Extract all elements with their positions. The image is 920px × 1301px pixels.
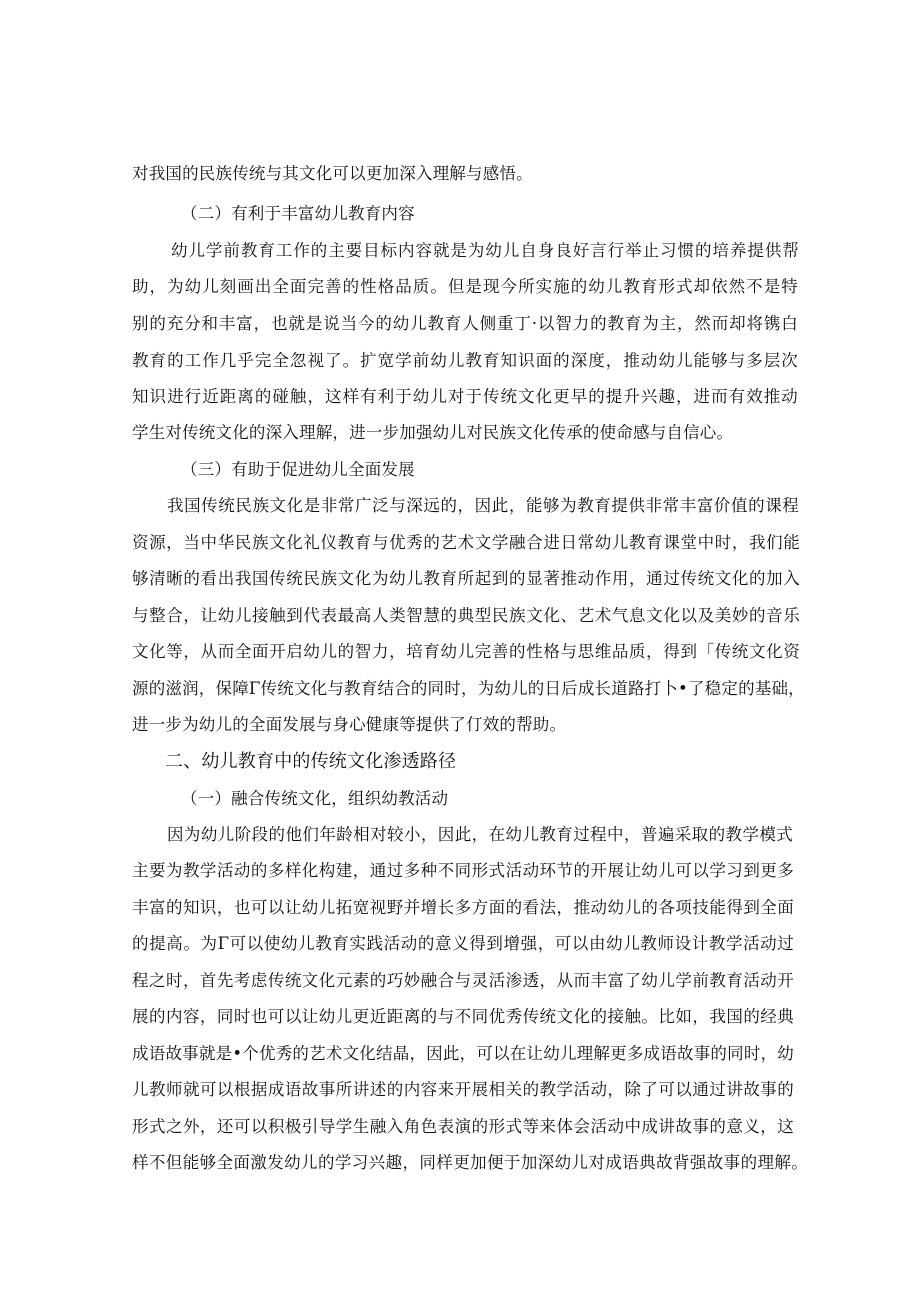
text-line: 知识进行近距离的碰触，这样有利于幼儿对于传统文化更早的提升兴趣，进而有效推动 <box>132 387 798 406</box>
text-line: 幼儿学前教育工作的主要目标内容就是为幼儿自身良好言行举止习惯的培养提供帮 <box>171 241 799 260</box>
text-line: 进一步为幼儿的全面发展与身心健康等提供了仃效的帮助。 <box>132 715 567 734</box>
text-line: 程之时，首先考虑传统文化元素的巧妙融合与灵活渗透，从而丰富了幼儿学前教育活动开 <box>132 971 794 990</box>
text-line: 的提高。为Γ可以使幼儿教育实践活动的意义得到增强，可以由幼儿教师设计教学活动过 <box>132 934 794 953</box>
subsection-heading: （三）有助于促进幼儿全面发展 <box>181 460 415 479</box>
text-line: 对我国的民族传统与其文化可以更加深入理解与感悟。 <box>132 164 533 183</box>
text-line: 别的充分和丰富，也就是说当今的幼儿教育人侧重丁·以智力的教育为主，然而却将镌白 <box>132 314 798 333</box>
text-line: 教育的工作几乎完全忽视了。扩宽学前幼儿教育知识面的深度，推动幼儿能够与多层次 <box>132 351 798 370</box>
subsection-heading: （一）融合传统文化，组织幼教活动 <box>181 789 449 808</box>
section-heading: 二、幼儿教育中的传统文化渗透路径 <box>165 751 457 772</box>
text-line: 丰富的知识，也可以让幼儿拓宽视野并增长多方面的看法，推动幼儿的各项技能得到全面 <box>132 898 794 917</box>
text-line: 展的内容，同时也可以让幼儿更近距离的与不同优秀传统文化的接触。比如，我国的经典 <box>132 1007 794 1026</box>
text-line: 学生对传统文化的深入理解，进一步加强幼儿对民族文化传承的使命感与自信心。 <box>132 423 734 442</box>
text-line: 与整合，让幼儿接触到代表最高人类智慧的典型民族文化、艺术气息文化以及美妙的音乐 <box>132 606 800 625</box>
subsection-heading: （二）有利于丰富幼儿教育内容 <box>181 204 415 223</box>
text-line: 源的滋润，保障Γ传统文化与教育结合的同时，为幼儿的日后成长道路打卜•了稳定的基础， <box>132 679 805 698</box>
text-line: 助，为幼儿刻画出全面完善的性格品质。但是现今所实施的幼儿教育形式却依然不是特 <box>132 277 798 296</box>
text-line: 够清晰的看出我国传统民族文化为幼儿教育所起到的显著推动作用，通过传统文化的加入 <box>132 569 800 588</box>
text-line: 形式之外，还可以积极引导学生融入角色表演的形式等来体会活动中成讲故事的意义，这 <box>132 1117 794 1136</box>
text-line: 文化等，从而全面开启幼儿的智力，培育幼儿完善的性格与思维品质，得到「传统文化资 <box>132 642 800 661</box>
text-line: 儿教师就可以根据成语故事所讲述的内容来开展相关的教学活动，除了可以通过讲故事的 <box>132 1080 794 1099</box>
text-line: 我国传统民族文化是非常广泛与深远的，因此，能够为教育提供非常丰富价值的课程 <box>167 496 799 515</box>
text-line: 主要为教学活动的多样化构建，通过多种不同形式活动环节的开展让幼儿可以学习到更多 <box>132 861 794 880</box>
text-line: 资源，当中华民族文化礼仪教育与优秀的艺术文学融合进日常幼儿教育课堂中时，我们能 <box>132 533 800 552</box>
text-line: 成语故事就是•个优秀的艺术文化结晶，因此，可以在让幼儿理解更多成语故事的同时，幼 <box>132 1044 794 1063</box>
text-line: 因为幼儿阶段的他们年龄相对较小，因此，在幼儿教育过程中，普遍采取的教学模式 <box>167 825 793 844</box>
text-line: 样不但能够全面激发幼儿的学习兴趣，同样更加便于加深幼儿对成语典故背强故事的理解。 <box>132 1153 808 1172</box>
